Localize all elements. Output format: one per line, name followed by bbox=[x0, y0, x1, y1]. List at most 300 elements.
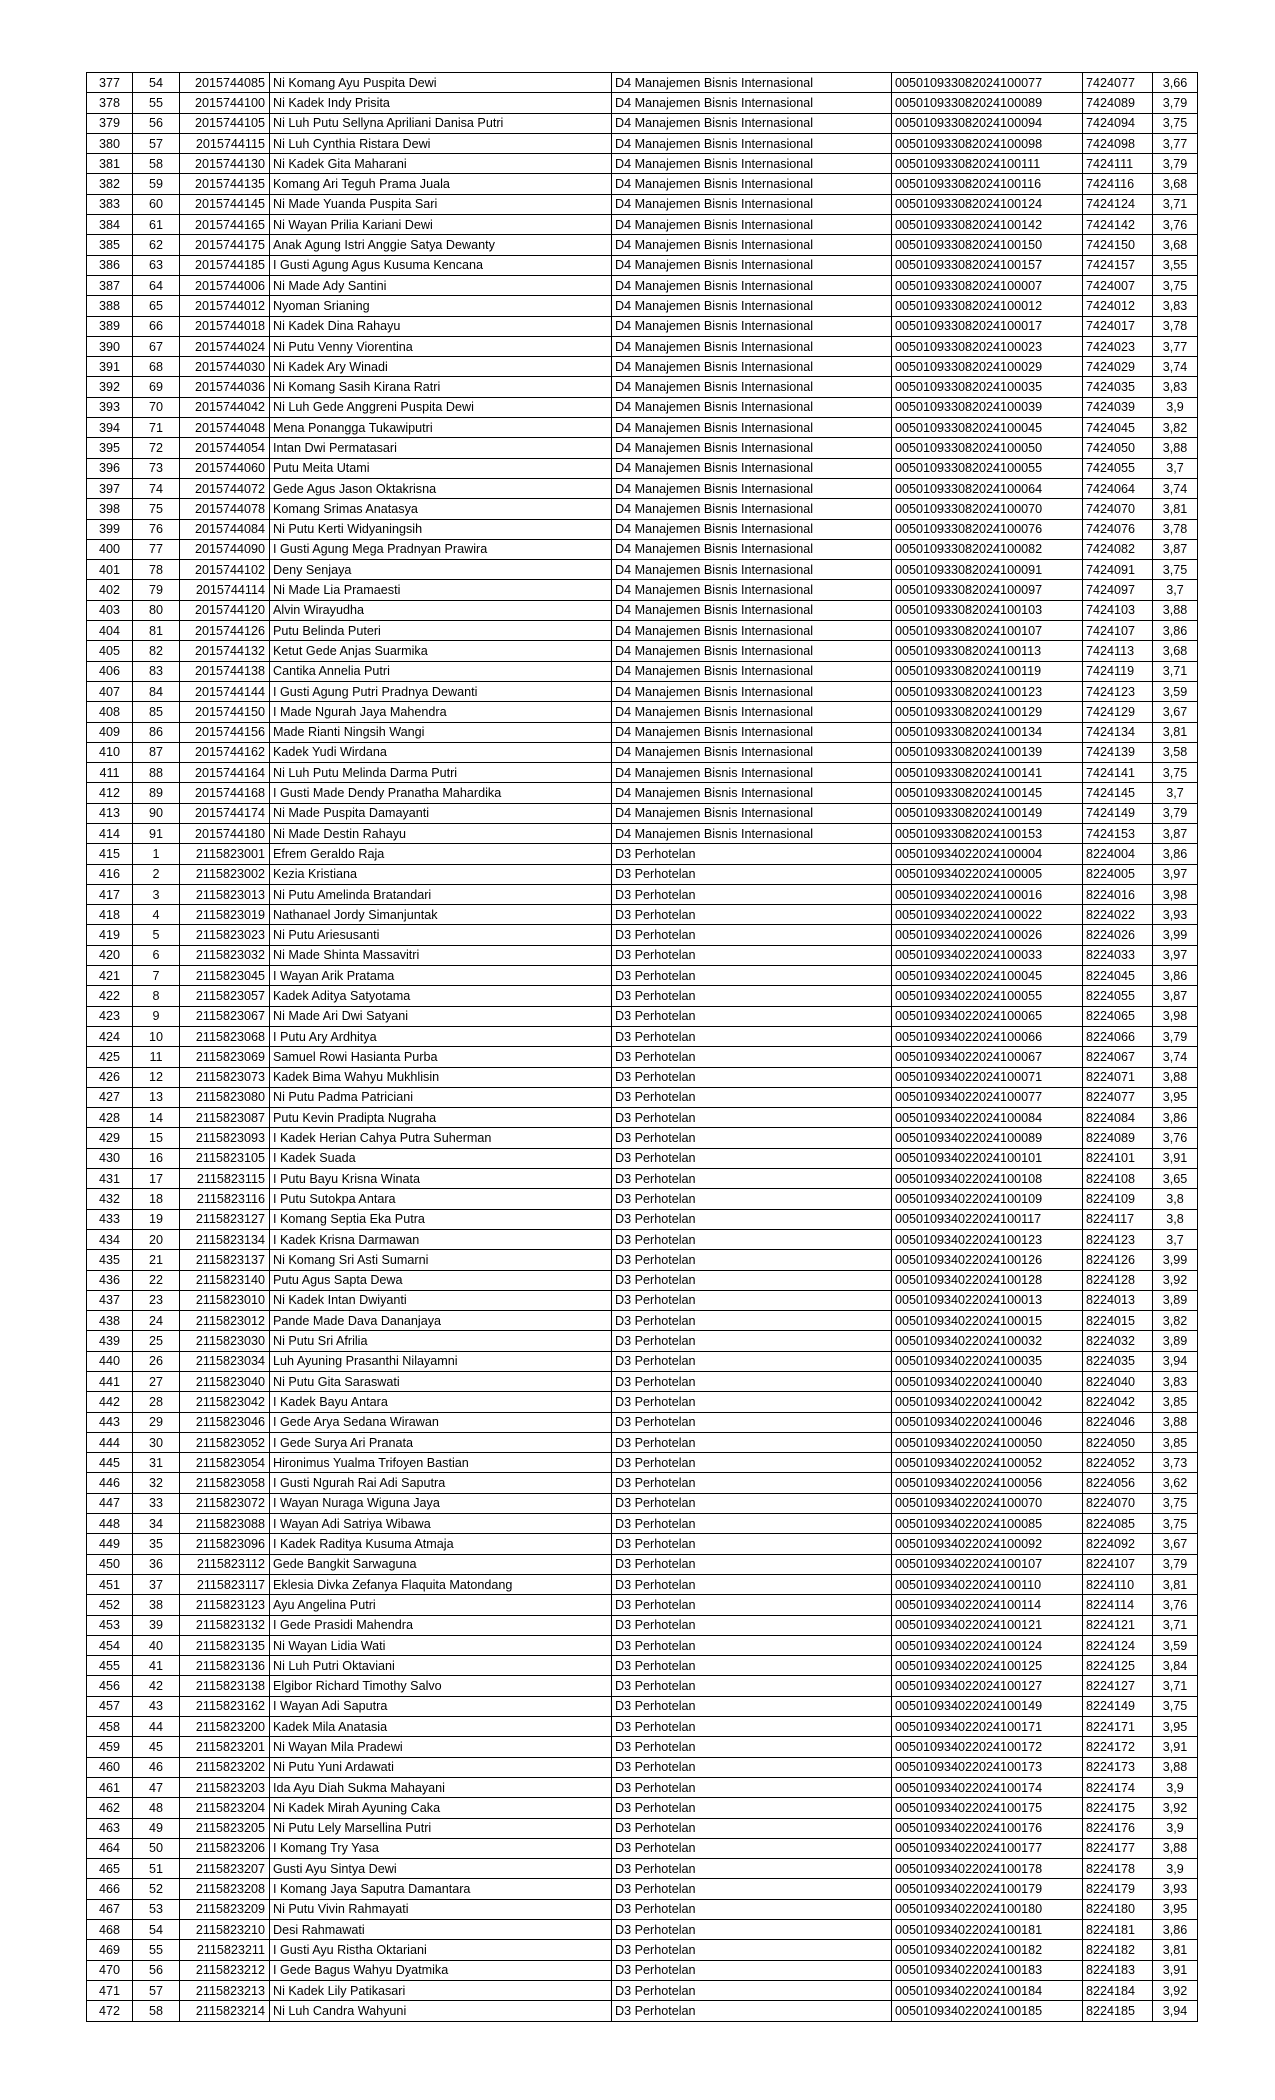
gpa-cell: 3,88 bbox=[1153, 600, 1198, 620]
table-row bbox=[87, 539, 1198, 559]
row-number-cell: 388 bbox=[87, 296, 133, 316]
table-row bbox=[87, 174, 1198, 194]
transcript-number-cell: 7424091 bbox=[1083, 560, 1153, 580]
table-row bbox=[87, 1798, 1198, 1818]
program-number-cell: 32 bbox=[133, 1473, 180, 1493]
gpa-cell: 3,81 bbox=[1153, 1574, 1198, 1594]
study-program-cell: D4 Manajemen Bisnis Internasional bbox=[612, 73, 892, 93]
certificate-number-cell: 005010933082024100098 bbox=[892, 133, 1083, 153]
table-row bbox=[87, 702, 1198, 722]
nim-cell: 2115823052 bbox=[180, 1432, 270, 1452]
gpa-cell: 3,99 bbox=[1153, 1250, 1198, 1270]
student-name-cell: Ni Made Shinta Massavitri bbox=[270, 945, 612, 965]
certificate-number-cell: 005010934022024100026 bbox=[892, 925, 1083, 945]
transcript-number-cell: 8224042 bbox=[1083, 1392, 1153, 1412]
table-row bbox=[87, 1311, 1198, 1331]
study-program-cell: D3 Perhotelan bbox=[612, 1148, 892, 1168]
nim-cell: 2015744042 bbox=[180, 397, 270, 417]
nim-cell: 2115823045 bbox=[180, 966, 270, 986]
table-row bbox=[87, 1209, 1198, 1229]
gpa-cell: 3,97 bbox=[1153, 945, 1198, 965]
program-number-cell: 33 bbox=[133, 1493, 180, 1513]
gpa-cell: 3,88 bbox=[1153, 1412, 1198, 1432]
student-name-cell: Ni Luh Putri Oktaviani bbox=[270, 1656, 612, 1676]
table-row bbox=[87, 215, 1198, 235]
program-number-cell: 40 bbox=[133, 1635, 180, 1655]
study-program-cell: D3 Perhotelan bbox=[612, 1757, 892, 1777]
program-number-cell: 69 bbox=[133, 377, 180, 397]
gpa-cell: 3,77 bbox=[1153, 336, 1198, 356]
table-row bbox=[87, 255, 1198, 275]
program-number-cell: 1 bbox=[133, 844, 180, 864]
transcript-number-cell: 7424077 bbox=[1083, 73, 1153, 93]
nim-cell: 2115823209 bbox=[180, 1899, 270, 1919]
certificate-number-cell: 005010934022024100077 bbox=[892, 1087, 1083, 1107]
table-row bbox=[87, 823, 1198, 843]
certificate-number-cell: 005010934022024100056 bbox=[892, 1473, 1083, 1493]
study-program-cell: D3 Perhotelan bbox=[612, 1290, 892, 1310]
program-number-cell: 38 bbox=[133, 1595, 180, 1615]
gpa-cell: 3,7 bbox=[1153, 783, 1198, 803]
gpa-cell: 3,92 bbox=[1153, 1980, 1198, 2000]
row-number-cell: 391 bbox=[87, 357, 133, 377]
nim-cell: 2015744030 bbox=[180, 357, 270, 377]
transcript-number-cell: 8224127 bbox=[1083, 1676, 1153, 1696]
certificate-number-cell: 005010933082024100113 bbox=[892, 641, 1083, 661]
study-program-cell: D3 Perhotelan bbox=[612, 1534, 892, 1554]
program-number-cell: 2 bbox=[133, 864, 180, 884]
student-name-cell: Ni Putu Gita Saraswati bbox=[270, 1372, 612, 1392]
table-row bbox=[87, 560, 1198, 580]
student-name-cell: Ni Wayan Prilia Kariani Dewi bbox=[270, 215, 612, 235]
transcript-number-cell: 8224109 bbox=[1083, 1189, 1153, 1209]
certificate-number-cell: 005010934022024100184 bbox=[892, 1980, 1083, 2000]
program-number-cell: 89 bbox=[133, 783, 180, 803]
certificate-number-cell: 005010934022024100171 bbox=[892, 1717, 1083, 1737]
row-number-cell: 416 bbox=[87, 864, 133, 884]
certificate-number-cell: 005010933082024100107 bbox=[892, 621, 1083, 641]
certificate-number-cell: 005010934022024100004 bbox=[892, 844, 1083, 864]
row-number-cell: 398 bbox=[87, 499, 133, 519]
row-number-cell: 467 bbox=[87, 1899, 133, 1919]
transcript-number-cell: 8224117 bbox=[1083, 1209, 1153, 1229]
row-number-cell: 415 bbox=[87, 844, 133, 864]
gpa-cell: 3,84 bbox=[1153, 1656, 1198, 1676]
row-number-cell: 457 bbox=[87, 1696, 133, 1716]
program-number-cell: 79 bbox=[133, 580, 180, 600]
student-name-cell: Deny Senjaya bbox=[270, 560, 612, 580]
certificate-number-cell: 005010934022024100089 bbox=[892, 1128, 1083, 1148]
gpa-cell: 3,79 bbox=[1153, 1026, 1198, 1046]
table-row bbox=[87, 113, 1198, 133]
gpa-cell: 3,94 bbox=[1153, 2001, 1198, 2021]
nim-cell: 2115823057 bbox=[180, 986, 270, 1006]
gpa-cell: 3,8 bbox=[1153, 1209, 1198, 1229]
transcript-number-cell: 8224171 bbox=[1083, 1717, 1153, 1737]
row-number-cell: 430 bbox=[87, 1148, 133, 1168]
transcript-number-cell: 8224176 bbox=[1083, 1818, 1153, 1838]
student-name-cell: I Wayan Adi Satriya Wibawa bbox=[270, 1514, 612, 1534]
study-program-cell: D4 Manajemen Bisnis Internasional bbox=[612, 499, 892, 519]
row-number-cell: 437 bbox=[87, 1290, 133, 1310]
nim-cell: 2115823096 bbox=[180, 1534, 270, 1554]
row-number-cell: 401 bbox=[87, 560, 133, 580]
row-number-cell: 383 bbox=[87, 194, 133, 214]
study-program-cell: D3 Perhotelan bbox=[612, 1838, 892, 1858]
transcript-number-cell: 7424111 bbox=[1083, 154, 1153, 174]
row-number-cell: 399 bbox=[87, 519, 133, 539]
gpa-cell: 3,71 bbox=[1153, 661, 1198, 681]
study-program-cell: D4 Manajemen Bisnis Internasional bbox=[612, 438, 892, 458]
gpa-cell: 3,76 bbox=[1153, 215, 1198, 235]
program-number-cell: 43 bbox=[133, 1696, 180, 1716]
student-name-cell: Ni Putu Sri Afrilia bbox=[270, 1331, 612, 1351]
student-name-cell: Kadek Bima Wahyu Mukhlisin bbox=[270, 1067, 612, 1087]
row-number-cell: 455 bbox=[87, 1656, 133, 1676]
program-number-cell: 55 bbox=[133, 93, 180, 113]
student-name-cell: Ni Komang Sri Asti Sumarni bbox=[270, 1250, 612, 1270]
student-name-cell: Putu Agus Sapta Dewa bbox=[270, 1270, 612, 1290]
gpa-cell: 3,71 bbox=[1153, 1615, 1198, 1635]
nim-cell: 2115823203 bbox=[180, 1777, 270, 1797]
student-name-cell: Ni Luh Putu Sellyna Apriliani Danisa Putri bbox=[270, 113, 612, 133]
row-number-cell: 384 bbox=[87, 215, 133, 235]
transcript-number-cell: 7424129 bbox=[1083, 702, 1153, 722]
student-name-cell: Ayu Angelina Putri bbox=[270, 1595, 612, 1615]
study-program-cell: D3 Perhotelan bbox=[612, 1006, 892, 1026]
study-program-cell: D3 Perhotelan bbox=[612, 1595, 892, 1615]
transcript-number-cell: 8224125 bbox=[1083, 1656, 1153, 1676]
transcript-number-cell: 7424039 bbox=[1083, 397, 1153, 417]
certificate-number-cell: 005010934022024100175 bbox=[892, 1798, 1083, 1818]
student-name-cell: Ni Luh Gede Anggreni Puspita Dewi bbox=[270, 397, 612, 417]
row-number-cell: 431 bbox=[87, 1169, 133, 1189]
row-number-cell: 378 bbox=[87, 93, 133, 113]
program-number-cell: 47 bbox=[133, 1777, 180, 1797]
student-name-cell: Ni Putu Venny Viorentina bbox=[270, 336, 612, 356]
nim-cell: 2115823201 bbox=[180, 1737, 270, 1757]
student-name-cell: Elgibor Richard Timothy Salvo bbox=[270, 1676, 612, 1696]
student-name-cell: Intan Dwi Permatasari bbox=[270, 438, 612, 458]
transcript-number-cell: 8224052 bbox=[1083, 1453, 1153, 1473]
transcript-number-cell: 8224181 bbox=[1083, 1920, 1153, 1940]
study-program-cell: D3 Perhotelan bbox=[612, 1372, 892, 1392]
table-row bbox=[87, 1067, 1198, 1087]
program-number-cell: 78 bbox=[133, 560, 180, 580]
nim-cell: 2115823013 bbox=[180, 884, 270, 904]
study-program-cell: D3 Perhotelan bbox=[612, 1818, 892, 1838]
student-name-cell: I Gusti Made Dendy Pranatha Mahardika bbox=[270, 783, 612, 803]
certificate-number-cell: 005010934022024100149 bbox=[892, 1696, 1083, 1716]
table-row bbox=[87, 905, 1198, 925]
program-number-cell: 25 bbox=[133, 1331, 180, 1351]
certificate-number-cell: 005010934022024100071 bbox=[892, 1067, 1083, 1087]
transcript-number-cell: 8224022 bbox=[1083, 905, 1153, 925]
row-number-cell: 418 bbox=[87, 905, 133, 925]
table-row bbox=[87, 235, 1198, 255]
gpa-cell: 3,86 bbox=[1153, 966, 1198, 986]
nim-cell: 2115823072 bbox=[180, 1493, 270, 1513]
row-number-cell: 451 bbox=[87, 1574, 133, 1594]
certificate-number-cell: 005010934022024100015 bbox=[892, 1311, 1083, 1331]
row-number-cell: 402 bbox=[87, 580, 133, 600]
study-program-cell: D3 Perhotelan bbox=[612, 1554, 892, 1574]
student-name-cell: Kadek Yudi Wirdana bbox=[270, 742, 612, 762]
certificate-number-cell: 005010933082024100119 bbox=[892, 661, 1083, 681]
nim-cell: 2115823058 bbox=[180, 1473, 270, 1493]
study-program-cell: D4 Manajemen Bisnis Internasional bbox=[612, 154, 892, 174]
student-name-cell: I Putu Bayu Krisna Winata bbox=[270, 1169, 612, 1189]
study-program-cell: D3 Perhotelan bbox=[612, 986, 892, 1006]
program-number-cell: 73 bbox=[133, 458, 180, 478]
row-number-cell: 406 bbox=[87, 661, 133, 681]
nim-cell: 2115823214 bbox=[180, 2001, 270, 2021]
nim-cell: 2115823080 bbox=[180, 1087, 270, 1107]
nim-cell: 2115823117 bbox=[180, 1574, 270, 1594]
transcript-number-cell: 7424149 bbox=[1083, 803, 1153, 823]
program-number-cell: 85 bbox=[133, 702, 180, 722]
transcript-number-cell: 7424103 bbox=[1083, 600, 1153, 620]
program-number-cell: 72 bbox=[133, 438, 180, 458]
transcript-number-cell: 7424050 bbox=[1083, 438, 1153, 458]
table-row bbox=[87, 844, 1198, 864]
table-row bbox=[87, 1777, 1198, 1797]
nim-cell: 2015744024 bbox=[180, 336, 270, 356]
student-name-cell: Putu Belinda Puteri bbox=[270, 621, 612, 641]
row-number-cell: 412 bbox=[87, 783, 133, 803]
nim-cell: 2115823001 bbox=[180, 844, 270, 864]
nim-cell: 2115823115 bbox=[180, 1169, 270, 1189]
nim-cell: 2115823030 bbox=[180, 1331, 270, 1351]
table-row bbox=[87, 438, 1198, 458]
gpa-cell: 3,74 bbox=[1153, 1047, 1198, 1067]
transcript-number-cell: 7424098 bbox=[1083, 133, 1153, 153]
certificate-number-cell: 005010934022024100117 bbox=[892, 1209, 1083, 1229]
transcript-number-cell: 8224101 bbox=[1083, 1148, 1153, 1168]
study-program-cell: D3 Perhotelan bbox=[612, 1473, 892, 1493]
table-row bbox=[87, 1250, 1198, 1270]
row-number-cell: 453 bbox=[87, 1615, 133, 1635]
certificate-number-cell: 005010934022024100045 bbox=[892, 966, 1083, 986]
transcript-number-cell: 7424094 bbox=[1083, 113, 1153, 133]
certificate-number-cell: 005010934022024100067 bbox=[892, 1047, 1083, 1067]
student-name-cell: Kadek Aditya Satyotama bbox=[270, 986, 612, 1006]
transcript-number-cell: 8224089 bbox=[1083, 1128, 1153, 1148]
student-name-cell: Komang Ari Teguh Prama Juala bbox=[270, 174, 612, 194]
student-name-cell: Alvin Wirayudha bbox=[270, 600, 612, 620]
program-number-cell: 66 bbox=[133, 316, 180, 336]
study-program-cell: D4 Manajemen Bisnis Internasional bbox=[612, 255, 892, 275]
gpa-cell: 3,92 bbox=[1153, 1798, 1198, 1818]
certificate-number-cell: 005010933082024100129 bbox=[892, 702, 1083, 722]
student-name-cell: Komang Srimas Anatasya bbox=[270, 499, 612, 519]
certificate-number-cell: 005010933082024100045 bbox=[892, 418, 1083, 438]
certificate-number-cell: 005010934022024100176 bbox=[892, 1818, 1083, 1838]
row-number-cell: 463 bbox=[87, 1818, 133, 1838]
transcript-number-cell: 8224026 bbox=[1083, 925, 1153, 945]
program-number-cell: 84 bbox=[133, 681, 180, 701]
table-row bbox=[87, 1128, 1198, 1148]
table-row bbox=[87, 621, 1198, 641]
certificate-number-cell: 005010934022024100125 bbox=[892, 1656, 1083, 1676]
certificate-number-cell: 005010934022024100032 bbox=[892, 1331, 1083, 1351]
transcript-number-cell: 7424089 bbox=[1083, 93, 1153, 113]
nim-cell: 2115823002 bbox=[180, 864, 270, 884]
student-name-cell: I Gusti Agung Agus Kusuma Kencana bbox=[270, 255, 612, 275]
student-name-cell: Nyoman Srianing bbox=[270, 296, 612, 316]
study-program-cell: D3 Perhotelan bbox=[612, 1311, 892, 1331]
table-row bbox=[87, 1351, 1198, 1371]
row-number-cell: 460 bbox=[87, 1757, 133, 1777]
study-program-cell: D4 Manajemen Bisnis Internasional bbox=[612, 702, 892, 722]
program-number-cell: 7 bbox=[133, 966, 180, 986]
table-row bbox=[87, 1412, 1198, 1432]
student-name-cell: Ni Kadek Dina Rahayu bbox=[270, 316, 612, 336]
study-program-cell: D3 Perhotelan bbox=[612, 1615, 892, 1635]
student-name-cell: Ni Kadek Ary Winadi bbox=[270, 357, 612, 377]
study-program-cell: D3 Perhotelan bbox=[612, 1777, 892, 1797]
gpa-cell: 3,81 bbox=[1153, 1940, 1198, 1960]
nim-cell: 2015744085 bbox=[180, 73, 270, 93]
certificate-number-cell: 005010933082024100035 bbox=[892, 377, 1083, 397]
nim-cell: 2015744078 bbox=[180, 499, 270, 519]
row-number-cell: 428 bbox=[87, 1108, 133, 1128]
row-number-cell: 408 bbox=[87, 702, 133, 722]
transcript-number-cell: 7424142 bbox=[1083, 215, 1153, 235]
program-number-cell: 83 bbox=[133, 661, 180, 681]
table-row bbox=[87, 357, 1198, 377]
table-row bbox=[87, 742, 1198, 762]
table-row bbox=[87, 945, 1198, 965]
gpa-cell: 3,76 bbox=[1153, 1595, 1198, 1615]
transcript-number-cell: 8224114 bbox=[1083, 1595, 1153, 1615]
study-program-cell: D3 Perhotelan bbox=[612, 1859, 892, 1879]
study-program-cell: D3 Perhotelan bbox=[612, 1493, 892, 1513]
certificate-number-cell: 005010934022024100046 bbox=[892, 1412, 1083, 1432]
transcript-number-cell: 8224066 bbox=[1083, 1026, 1153, 1046]
study-program-cell: D4 Manajemen Bisnis Internasional bbox=[612, 722, 892, 742]
nim-cell: 2015744100 bbox=[180, 93, 270, 113]
transcript-number-cell: 7424116 bbox=[1083, 174, 1153, 194]
student-name-cell: I Gede Bagus Wahyu Dyatmika bbox=[270, 1960, 612, 1980]
program-number-cell: 88 bbox=[133, 763, 180, 783]
row-number-cell: 429 bbox=[87, 1128, 133, 1148]
program-number-cell: 74 bbox=[133, 478, 180, 498]
study-program-cell: D4 Manajemen Bisnis Internasional bbox=[612, 357, 892, 377]
row-number-cell: 410 bbox=[87, 742, 133, 762]
row-number-cell: 405 bbox=[87, 641, 133, 661]
program-number-cell: 34 bbox=[133, 1514, 180, 1534]
table-row bbox=[87, 1026, 1198, 1046]
gpa-cell: 3,88 bbox=[1153, 1067, 1198, 1087]
certificate-number-cell: 005010934022024100123 bbox=[892, 1229, 1083, 1249]
table-row bbox=[87, 1108, 1198, 1128]
table-row bbox=[87, 600, 1198, 620]
table-row bbox=[87, 1899, 1198, 1919]
student-name-cell: I Komang Septia Eka Putra bbox=[270, 1209, 612, 1229]
row-number-cell: 393 bbox=[87, 397, 133, 417]
table-row bbox=[87, 1473, 1198, 1493]
row-number-cell: 450 bbox=[87, 1554, 133, 1574]
transcript-number-cell: 8224126 bbox=[1083, 1250, 1153, 1270]
student-name-cell: Desi Rahmawati bbox=[270, 1920, 612, 1940]
study-program-cell: D3 Perhotelan bbox=[612, 1229, 892, 1249]
table-row bbox=[87, 1818, 1198, 1838]
gpa-cell: 3,9 bbox=[1153, 1777, 1198, 1797]
certificate-number-cell: 005010933082024100050 bbox=[892, 438, 1083, 458]
certificate-number-cell: 005010934022024100121 bbox=[892, 1615, 1083, 1635]
gpa-cell: 3,75 bbox=[1153, 763, 1198, 783]
study-program-cell: D4 Manajemen Bisnis Internasional bbox=[612, 377, 892, 397]
program-number-cell: 50 bbox=[133, 1838, 180, 1858]
program-number-cell: 31 bbox=[133, 1453, 180, 1473]
program-number-cell: 36 bbox=[133, 1554, 180, 1574]
study-program-cell: D3 Perhotelan bbox=[612, 864, 892, 884]
program-number-cell: 17 bbox=[133, 1169, 180, 1189]
row-number-cell: 425 bbox=[87, 1047, 133, 1067]
transcript-number-cell: 8224184 bbox=[1083, 1980, 1153, 2000]
transcript-number-cell: 8224077 bbox=[1083, 1087, 1153, 1107]
table-row bbox=[87, 661, 1198, 681]
table-row bbox=[87, 499, 1198, 519]
study-program-cell: D4 Manajemen Bisnis Internasional bbox=[612, 600, 892, 620]
student-name-cell: Ni Kadek Lily Patikasari bbox=[270, 1980, 612, 2000]
nim-cell: 2115823032 bbox=[180, 945, 270, 965]
nim-cell: 2115823010 bbox=[180, 1290, 270, 1310]
study-program-cell: D3 Perhotelan bbox=[612, 1432, 892, 1452]
table-body bbox=[87, 73, 1198, 2022]
certificate-number-cell: 005010934022024100070 bbox=[892, 1493, 1083, 1513]
table-row bbox=[87, 1635, 1198, 1655]
nim-cell: 2115823068 bbox=[180, 1026, 270, 1046]
certificate-number-cell: 005010933082024100103 bbox=[892, 600, 1083, 620]
row-number-cell: 387 bbox=[87, 275, 133, 295]
transcript-number-cell: 8224183 bbox=[1083, 1960, 1153, 1980]
nim-cell: 2115823112 bbox=[180, 1554, 270, 1574]
student-name-cell: Nathanael Jordy Simanjuntak bbox=[270, 905, 612, 925]
study-program-cell: D3 Perhotelan bbox=[612, 1635, 892, 1655]
row-number-cell: 446 bbox=[87, 1473, 133, 1493]
certificate-number-cell: 005010934022024100033 bbox=[892, 945, 1083, 965]
nim-cell: 2115823213 bbox=[180, 1980, 270, 2000]
nim-cell: 2115823212 bbox=[180, 1960, 270, 1980]
transcript-number-cell: 8224128 bbox=[1083, 1270, 1153, 1290]
row-number-cell: 448 bbox=[87, 1514, 133, 1534]
gpa-cell: 3,8 bbox=[1153, 1189, 1198, 1209]
student-name-cell: Ni Kadek Intan Dwiyanti bbox=[270, 1290, 612, 1310]
table-row bbox=[87, 1189, 1198, 1209]
certificate-number-cell: 005010933082024100089 bbox=[892, 93, 1083, 113]
program-number-cell: 71 bbox=[133, 418, 180, 438]
program-number-cell: 57 bbox=[133, 1980, 180, 2000]
table-row bbox=[87, 1595, 1198, 1615]
nim-cell: 2015744132 bbox=[180, 641, 270, 661]
table-row bbox=[87, 1514, 1198, 1534]
certificate-number-cell: 005010934022024100050 bbox=[892, 1432, 1083, 1452]
program-number-cell: 64 bbox=[133, 275, 180, 295]
gpa-cell: 3,91 bbox=[1153, 1960, 1198, 1980]
student-name-cell: Hironimus Yualma Trifoyen Bastian bbox=[270, 1453, 612, 1473]
nim-cell: 2015744036 bbox=[180, 377, 270, 397]
transcript-number-cell: 8224092 bbox=[1083, 1534, 1153, 1554]
student-name-cell: I Komang Try Yasa bbox=[270, 1838, 612, 1858]
transcript-number-cell: 7424076 bbox=[1083, 519, 1153, 539]
table-row bbox=[87, 316, 1198, 336]
program-number-cell: 39 bbox=[133, 1615, 180, 1635]
study-program-cell: D4 Manajemen Bisnis Internasional bbox=[612, 519, 892, 539]
program-number-cell: 67 bbox=[133, 336, 180, 356]
transcript-number-cell: 7424150 bbox=[1083, 235, 1153, 255]
